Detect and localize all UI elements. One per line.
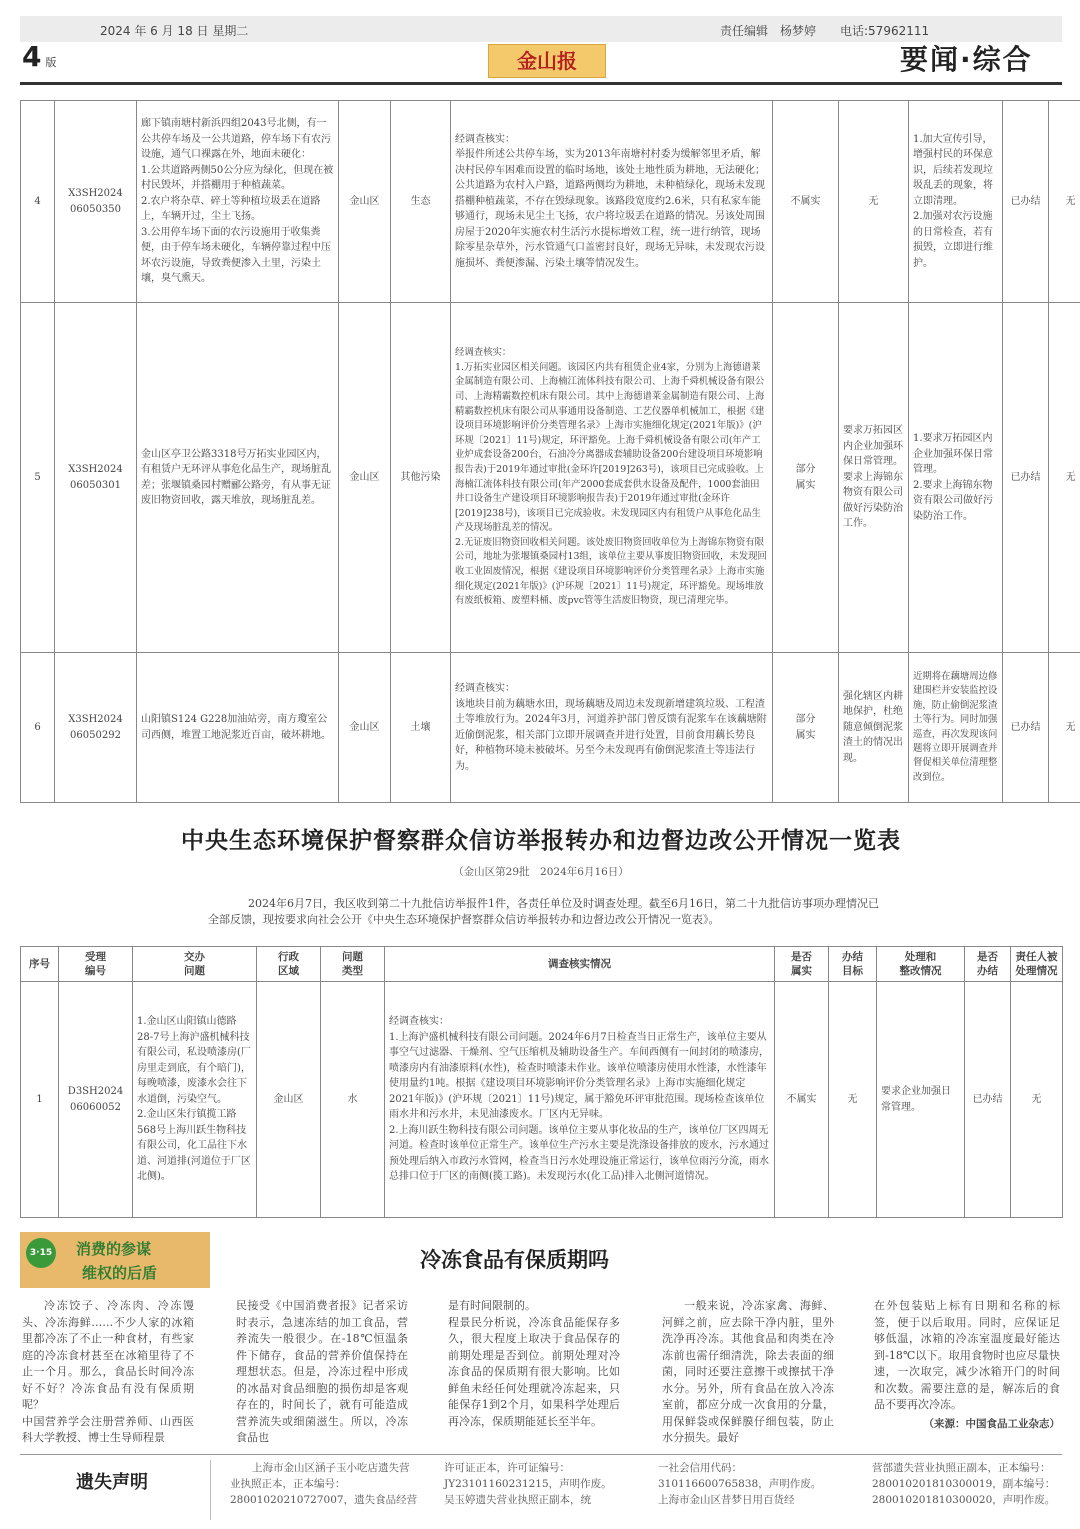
315-badge-icon: 3·15 [26, 1238, 56, 1268]
article-source: （来源：中国食品工业杂志） [923, 1417, 1060, 1430]
row-status: 已办结 [1003, 303, 1049, 653]
row-issue: 廊下镇南塘村新浜四组2043号北侧，有一公共停车场及一公共道路，停车场下有农污设施，通气口裸露在外，地面未硬化： 1.公共道路两侧50公分应为绿化，但现在被村民毁坏，并搭棚用于种植蔬菜。 2.农户将杂草、碎土等种植垃圾丢在道路上，车辆开过，尘土飞扬。 3.公用停车场下面的农污设施用于收集粪便，由于停车场未硬化，车辆停靠过程中压坏农污设施，导致粪便渗入土里，污染土壤，臭气熏天。 [137, 101, 339, 303]
header-status: 是否 办结 [965, 947, 1011, 982]
lost-notice-col-1: 上海市金山区涵子玉小吃店遗失营业执照正本，正本编号：28001020210727007，遗失食品经营 [230, 1462, 418, 1506]
header-accountability: 责任人被 处理情况 [1011, 947, 1063, 982]
row-rectification: 要求企业加强日常管理。 [877, 982, 965, 1218]
lost-notice-col-2: 许可证正本，许可证编号：JY23101160231215，声明作废。 吴玉婷遗失营业执照正副本，统 [444, 1462, 612, 1506]
article-col-4: 一般来说，冷冻家禽、海鲜、河鲜之前，应去除干净内脏，里外洗净再冷冻。其他食品和肉类在冷冻前也需仔细清洗，除去表面的细菌，同时还要注意擦干或擦拭干净水分。另外，所有食品在放入冷冻室前，都应分成一次食用的分量，用保鲜袋或保鲜膜仔细包装，防止水分损失。最好 [662, 1299, 834, 1444]
header-issue: 交办 问题 [133, 947, 257, 982]
header-no: 序号 [21, 947, 59, 982]
row-verdict: 不属实 [773, 101, 839, 303]
row-code: D3SH2024 06060052 [59, 982, 133, 1218]
row-rectification: 1.加大宣传引导，增强村民的环保意识，后续若发现垃圾乱丢的现象，将立即清理。 2.加强对农污设施的日常检查，若有损毁，立即进行维护。 [909, 101, 1003, 303]
row-target: 要求万拓园区内企业加强环保日常管理。 要求上海锦东物资有限公司做好污染防治工作。 [839, 303, 909, 653]
row-no: 6 [21, 653, 55, 803]
row-issue: 金山区亭卫公路3318号万拓实业园区内，有租赁户无环评从事危化品生产，现场脏乱差；张堰镇桑园村赠郦公路旁，有从事无证废旧物资回收，露天堆放，现场脏乱差。 [137, 303, 339, 653]
row-code: X3SH2024 06050301 [55, 303, 137, 653]
row-status: 已办结 [1003, 101, 1049, 303]
masthead-logo: 金山报 [488, 44, 606, 78]
row-district: 金山区 [257, 982, 321, 1218]
lost-notice-title: 遗失声明 [76, 1472, 148, 1493]
row-no: 4 [21, 101, 55, 303]
editor-info: 责任编辑 杨梦婷 电话:57962111 [720, 24, 930, 38]
row-investigation: 经调查核实： 1.万拓实业园区相关问题。该园区内共有租赁企业4家，分别为上海德谱莱金属制造有限公司、上海楠江流体科技有限公司、上海千舜机械设备有限公司、上海精霸数控机床有限公司。其中上海德谱莱金属制造有限公司、上海精霸数控机床有限公司从事通用设备制造、工艺仪器单机械加工，根据《建设项目环境影响评价分类管理名录》上海市实施细化规定(2021年版)》(沪环规〔2021〕11号)规定，环评豁免。上海千舜机械设备有限公司(年产工业炉成套设备200台，石油冷分离器成套辅助设备200台建设项目环境影响报告表)于2019年通过审批(金环许[2019]263号)，该项目已完成验收。上海楠江流体科技有限公司(年产2000套成套供水设备及配件，1000套油田井口设备生产建设项目环境影响报告表)于2019年通过审批(金环许[2019]238号)，该项目已完成验收。未发现园区内有租赁户从事危化品生产及现场脏乱差的情况。 2.无证废旧物资回收相关问题。该处废旧物资回收单位为上海锦东物资有限公司，地址为张堰镇桑园村13组，该单位主要从事废旧物资回收，未发现回收工业固废情况，根据《建设项目环境影响评价分类管理名录》上海市实施细化规定(2021年版)》(沪环规〔2021〕11号)规定，环评豁免。现场堆放有废纸板箱、废塑料桶、废pvc管等生活废旧物资，现已清理完毕。 [451, 303, 773, 653]
table-row [21, 653, 1080, 803]
article-col-3: 是有时间限制的。 程景民分析说，冷冻食品能保存多久，很大程度上取决于食品保存的前期处理是否到位。前期处理对冷冻食品的保质期有很大影响。比如鲜鱼未经任何处理就冷冻起来，只能保存1到2个月，如果科学处理后再冷冻，保质期能延长至半年。 [448, 1299, 620, 1428]
consumer-column-logo [20, 1232, 210, 1288]
table2-title: 中央生态环境保护督察群众信访举报转办和边督边改公开情况一览表 [181, 828, 901, 854]
issue-date: 2024 年 6 月 18 日 星期二 [100, 24, 249, 38]
row-no: 1 [21, 982, 59, 1218]
row-accountability: 无 [1011, 982, 1063, 1218]
table2-subtitle: （金山区第29批 2024年6月16日） [453, 866, 629, 878]
lost-notice-col-4: 营部遗失营业执照正副本，正本编号：280010201810300019，副本编号：280010201810300020，声明作废。 [872, 1462, 1056, 1506]
row-accountability: 无 [1049, 101, 1080, 303]
lost-notice-col-3: 一社会信用代码：310116600765838，声明作废。 上海市金山区昔梦日用百货经 [658, 1462, 822, 1506]
header-verdict: 是否 属实 [775, 947, 829, 982]
lost-notice-divider [210, 1460, 211, 1520]
page-number-value: 4 [22, 40, 42, 73]
section-title: 要闻·综合 [900, 43, 1033, 76]
row-rectification: 近期将在藕塘周边修建围栏并安装监控设施，防止偷倒泥浆渣土等行为。同时加强巡查，再次发现该问题将立即开展调查并督促相关单位清理整改到位。 [909, 653, 1003, 803]
page-number [22, 40, 56, 73]
logo-line1: 消费的参谋 [76, 1240, 152, 1258]
row-status: 已办结 [965, 982, 1011, 1218]
row-issue: 1.金山区山阳镇山德路28-7号上海沪盛机械科技有限公司，私设喷漆房(厂房里走到底，有个暗门)，每晚喷漆，废漆水会往下水道倒，污染空气。 2.金山区朱行镇揽工路568号上海川跃生物科技有限公司，化工品往下水道、河道排(河道位于厂区北侧)。 [133, 982, 257, 1218]
row-target: 无 [829, 982, 877, 1218]
row-verdict: 不属实 [775, 982, 829, 1218]
row-code: X3SH2024 06050350 [55, 101, 137, 303]
article-col-2: 民接受《中国消费者报》记者采访时表示，急速冻结的加工食品，营养流失一般很少。在-18℃恒温条件下储存，食品的营养价值保持在理想状态。但是，冷冻过程中形成的冰晶对食品细胞的损伤却是客观存在的，时间长了，就有可能造成营养流失或细菌滋生。所以，冷冻食品也 [236, 1299, 408, 1444]
row-target: 强化辖区内耕地保护，杜绝随意倾倒泥浆渣土的情况出现。 [839, 653, 909, 803]
header-type: 问题 类型 [321, 947, 385, 982]
table-row [21, 101, 1080, 303]
row-investigation: 经调查核实： 该地块目前为藕塘水田，现场藕塘及周边未发现新增建筑垃圾、工程渣土等堆放行为。2024年3月，河道养护部门曾反馈有泥浆车在该藕塘附近偷倒泥浆，相关部门立即开展调查并进行处置，目前食用藕长势良好，种植物环境未被破坏。另至今未发现再有偷倒泥浆渣土等违法行为。 [451, 653, 773, 803]
row-rectification: 1.要求万拓园区内企业加强环保日常管理。 2.要求上海锦东物资有限公司做好污染防治工作。 [909, 303, 1003, 653]
row-accountability: 无 [1049, 653, 1080, 803]
row-no: 5 [21, 303, 55, 653]
row-district: 金山区 [339, 653, 391, 803]
row-verdict: 部分 属实 [773, 303, 839, 653]
row-investigation: 经调查核实： 举报件所述公共停车场，实为2013年南塘村村委为缓解邻里矛盾，解决村民停车困难而设置的临时场地，该处土地性质为耕地，无法硬化；公共道路为农村入户路，道路两侧均为耕地，未种植绿化，现场未发现搭棚种植蔬菜，不存在毁绿现象。该路段宽度约2.6米，只有私家车能够通行，现场未见尘土飞扬，农户将垃圾丢在道路的情况。另该处周围房屋于2020年实施农村生活污水提标增效工程，统一进行纳管，现场除零星杂草外，污水管通气口盖密封良好，现场无异味，未发现农污设施损坏、粪便渗漏、污染土壤等情况发生。 [451, 101, 773, 303]
article-col-5 [874, 1298, 1060, 1432]
row-investigation: 经调查核实： 1.上海沪盛机械科技有限公司问题。2024年6月7日检查当日正常生产，该单位主要从事空气过滤器、干燥剂、空气压缩机及辅助设备生产。车间西侧有一间封闭的喷漆房，喷漆房内有油漆原料(水性)，检查时喷漆未作业。该单位喷漆房使用水性漆，水性漆年使用量约1吨。根据《建设项目环境影响评价分类管理名录》上海市实施细化规定2021年版)》(沪环规〔2021〕11号)规定，属于豁免环评审批范围。现场检查该单位雨水井和污水井，未见油漆废水。厂区内无异味。 2.上海川跃生物科技有限公司问题。该单位主要从事化妆品的生产，该单位厂区四周无河道。检查时该单位正常生产。该单位生产污水主要是洗涤设备排放的废水，污水通过预处理后纳入市政污水管网，检查当日污水处理设施正常运行，该单位雨污分流，雨水总排口位于厂区的南侧(揽工路)。未发现污水(化工品)排入北侧河道情况。 [385, 982, 775, 1218]
row-type: 水 [321, 982, 385, 1218]
table2-intro: 2024年6月7日，我区收到第二十九批信访举报件1件，各责任单位及时调查处理。截至6月16日，第二十九批信访事项办理情况已全部反馈，现按要求向社会公开《中央生态环境保护督察群众信访举报转办和边督边改公开情况一览表》。 [208, 897, 879, 926]
table-row [21, 303, 1080, 653]
logo-line2: 维权的后盾 [82, 1264, 158, 1282]
row-district: 金山区 [339, 101, 391, 303]
row-accountability: 无 [1049, 303, 1080, 653]
row-type: 土壤 [391, 653, 451, 803]
complaint-table-continued [20, 100, 1080, 803]
row-type: 其他污染 [391, 303, 451, 653]
page-suffix: 版 [45, 56, 57, 69]
header-code: 受理 编号 [59, 947, 133, 982]
row-issue: 山阳镇S124 G228加油站旁，南方瓊室公司西侧，堆置工地泥浆近百亩，破坏耕地。 [137, 653, 339, 803]
row-status: 已办结 [1003, 653, 1049, 803]
row-target: 无 [839, 101, 909, 303]
article-title: 冷冻食品有保质期吗 [420, 1248, 609, 1272]
header-rule [20, 82, 1062, 85]
row-district: 金山区 [339, 303, 391, 653]
header-district: 行政 区域 [257, 947, 321, 982]
header-target: 办结 目标 [829, 947, 877, 982]
row-verdict: 部分 属实 [773, 653, 839, 803]
table-header-row [21, 947, 1063, 982]
complaint-table-batch-29 [20, 946, 1063, 1218]
header-investigation: 调查核实情况 [385, 947, 775, 982]
row-type: 生态 [391, 101, 451, 303]
table-row [21, 982, 1063, 1218]
article-col-5-text: 在外包装贴上标有日期和名称的标签，便于以后取用。同时，应保证足够低温，冰箱的冷冻室温度最好能达到-18℃以下。取用食物时也应尽量快速，一次取完，减少冰箱开门的时间和次数。需要注意的是，解冻后的食品不要再次冷冻。 [874, 1299, 1060, 1411]
header-rectification: 处理和 整改情况 [877, 947, 965, 982]
article-col-1: 冷冻饺子、冷冻肉、冷冻馒头、冷冻海鲜……不少人家的冰箱里都冷冻了不止一种食材，有些家庭的冷冻食材甚至在冰箱里待了不止一个月。那么，食品长时间冷冻好不好？冷冻食品有没有保质期呢？ 中国营养学会注册营养师、山西医科大学教授、博士生导师程景 [22, 1299, 194, 1444]
section-divider [20, 1454, 1062, 1455]
row-code: X3SH2024 06050292 [55, 653, 137, 803]
